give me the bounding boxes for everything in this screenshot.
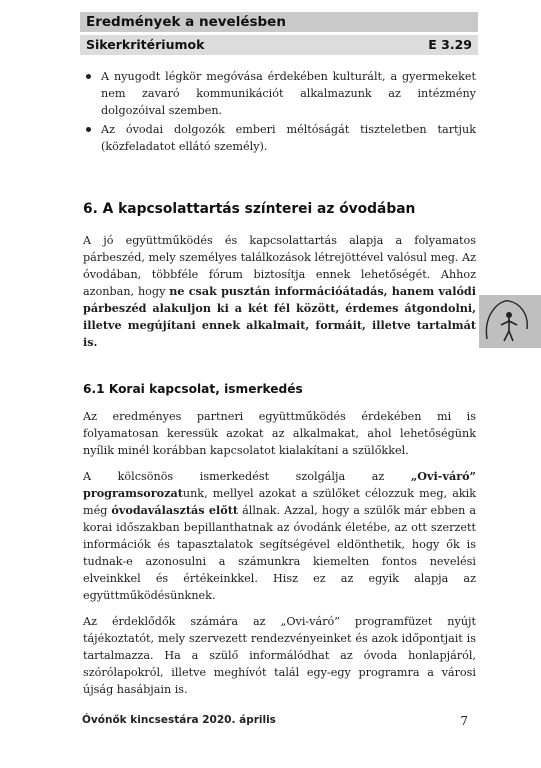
section-6-1-paragraph-2 — [83, 468, 476, 604]
paragraph-emphasis: ne csak pusztán információátadás, hanem valódi párbeszéd alakuljon ki a két fél között, érdemes átgondolni, illetve megújítani ennek alkalmait, formáit, illetve tartalmát is. — [83, 284, 476, 349]
jump-rope-figure-icon — [479, 295, 541, 348]
section-6-1-paragraph-1: Az eredményes partneri együttműködés érdekében mi is folyamatosan keressük azokat az alkalmakat, ahol lehetőségünk nyílik minél korábban kapcsolatot kialakítani a szülőkkel. — [83, 410, 476, 457]
paragraph-text: állnak. Azzal, hogy a szülők már ebben a korai időszakban bepillanthatnak az óvodánk életébe, az ott szerzett információk és tapasztalatok segítségével eldönthetik, hogy ők is tudnak-e azonosulni a számunkra kiemelten fontos nevelési elveinkkel és értékeinkkel. Hisz ez az egyik alapja az együttműködésünknek. — [83, 504, 477, 602]
page-number: 7 — [460, 714, 468, 728]
bullet-icon — [86, 74, 91, 79]
paragraph-emphasis: „Ovi-váró” programsorozat — [83, 469, 476, 500]
bullet-icon — [86, 127, 91, 132]
section-6-1-paragraph-3: Az érdeklődők számára az „Ovi-váró” programfüzet nyújt tájékoztatót, mely szervezett rendezvényeinket és azok időpontjait is tartalmazza. Ha a szülő informálódhat az óvoda honlapjáról, szórólapokról, illetve meghívót talál egy-egy programra a városi újság hasábjain is. — [83, 615, 476, 696]
paragraph-text: A jó együttműködés és kapcsolattartás alapja a folyamatos párbeszéd, mely személyes találkozások létrejöttével valósul meg. Az óvodában, többféle fórum biztosítja ennek lehetőségét. Ahhoz azonban, hogy — [83, 234, 476, 298]
paragraph-text: unk, mellyel azokat a szülőket célozzuk meg, akik még — [83, 487, 476, 517]
side-tab — [479, 295, 541, 348]
section-6-heading: 6. A kapcsolattartás színterei az óvodában — [83, 201, 416, 217]
publication-name: Óvónők kincsestára 2020. április — [82, 714, 276, 726]
subsection-title: Sikerkritériumok — [86, 37, 205, 52]
list-item — [83, 121, 476, 155]
section-header — [80, 12, 478, 32]
page-footer — [82, 714, 468, 728]
section-title: Eredmények a nevelésben — [86, 14, 286, 30]
subsection-header — [80, 35, 478, 55]
section-6-paragraph — [83, 232, 476, 351]
section-6-1-heading: 6.1 Korai kapcsolat, ismerkedés — [83, 382, 303, 396]
paragraph-text: A kölcsönös ismerkedést szolgálja az — [83, 470, 411, 483]
section-code: E 3.29 — [428, 37, 472, 52]
list-item-text: A nyugodt légkör megóvása érdekében kulturált, a gyermekeket nem zavaró kommunikációt alkalmazunk az intézmény dolgozóival szemben. — [101, 70, 476, 117]
list-item — [83, 68, 476, 119]
paragraph-emphasis: óvodaválasztás előtt — [111, 503, 239, 517]
bullet-list — [83, 68, 476, 155]
main-content — [83, 68, 476, 707]
list-item-text: Az óvodai dolgozók emberi méltóságát tiszteletben tartjuk (közfeladatot ellátó személy). — [101, 123, 476, 153]
